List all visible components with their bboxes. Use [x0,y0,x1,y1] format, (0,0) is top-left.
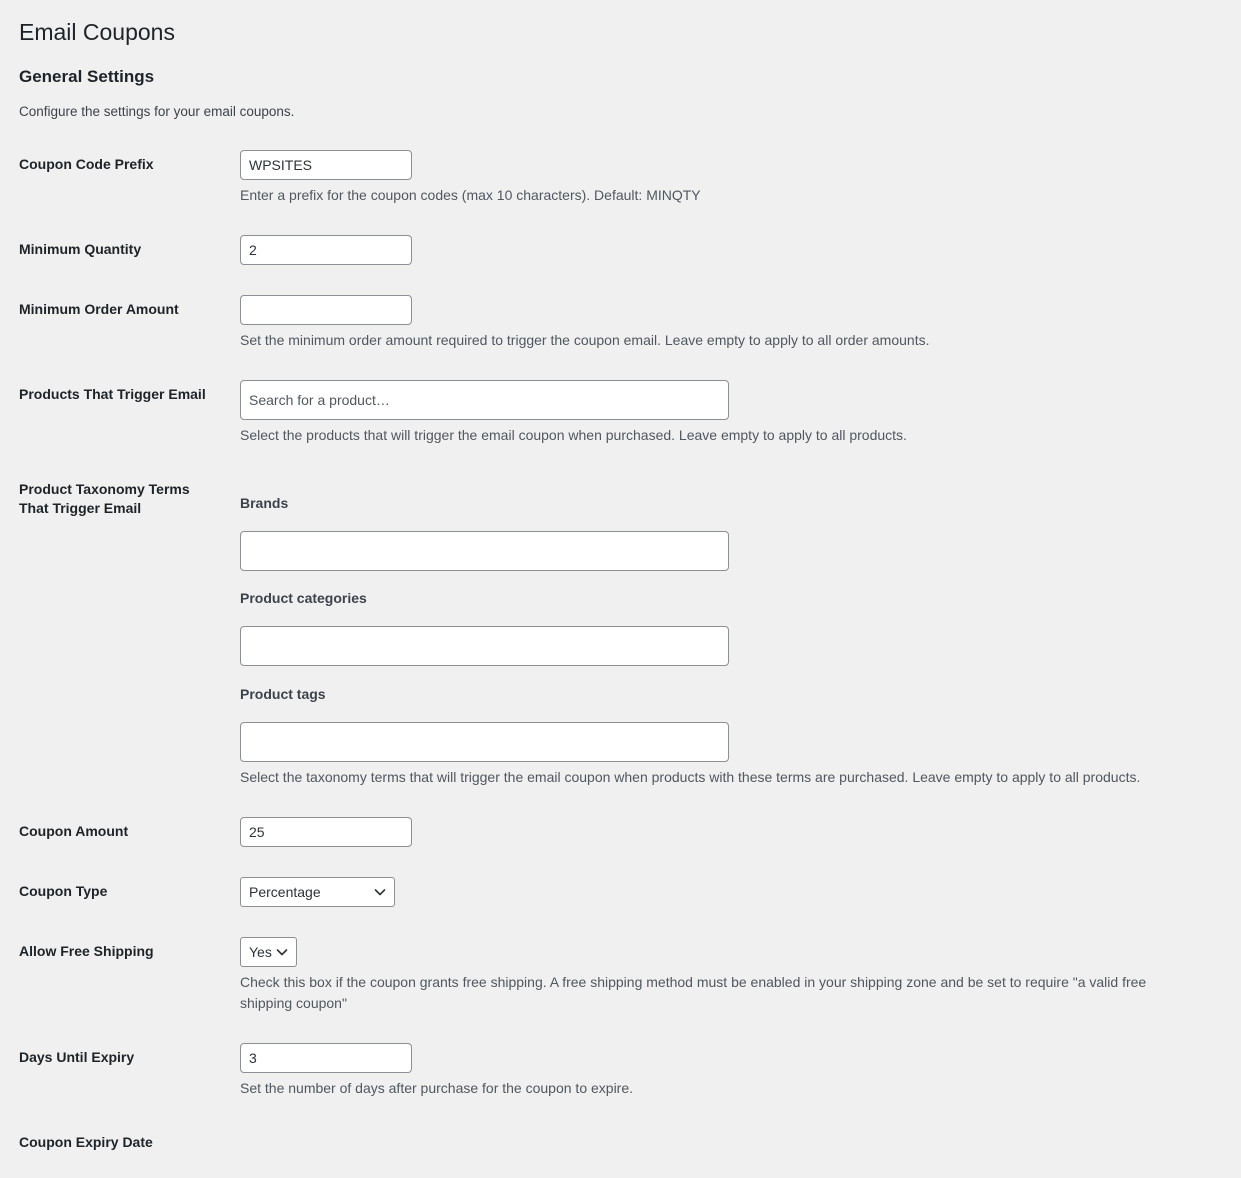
coupon-amount-label: Coupon Amount [19,823,129,839]
days-until-expiry-label: Days Until Expiry [19,1049,135,1065]
product-categories-field-wrap [240,626,729,666]
brands-input[interactable] [240,531,729,571]
minimum-quantity-field-wrap [240,235,412,265]
product-categories-input[interactable] [240,626,729,666]
minimum-quantity-label: Minimum Quantity [19,241,142,257]
taxonomy-terms-description: Select the taxonomy terms that will trigger the email coupon when products with these terms are purchased. Leave empty to apply to all products. [240,769,1141,785]
chevron-down-icon [276,947,288,957]
section-description: Configure the settings for your email coupons. [19,104,295,119]
coupon-expiry-date-label: Coupon Expiry Date [19,1134,153,1150]
coupon-type-selected-value: Percentage [249,884,321,900]
allow-free-shipping-select[interactable] [240,937,297,967]
product-search-input[interactable] [240,380,729,420]
chevron-down-icon [374,887,386,897]
products-trigger-label: Products That Trigger Email [19,386,206,402]
days-until-expiry-field-wrap [240,1043,412,1073]
minimum-order-amount-input[interactable] [240,295,412,325]
allow-free-shipping-label: Allow Free Shipping [19,943,154,959]
coupon-code-prefix-field-wrap [240,150,412,180]
days-until-expiry-description: Set the number of days after purchase for the coupon to expire. [240,1080,634,1096]
minimum-quantity-input[interactable] [240,235,412,265]
coupon-type-select[interactable] [240,877,395,907]
coupon-amount-input[interactable] [240,817,412,847]
minimum-order-amount-field-wrap [240,295,412,325]
product-categories-label: Product categories [240,590,367,606]
taxonomy-terms-label-line2: That Trigger Email [19,500,142,516]
brands-label: Brands [240,495,289,511]
coupon-code-prefix-input[interactable] [240,150,412,180]
taxonomy-terms-label-line1: Product Taxonomy Terms [19,481,190,497]
page-title: Email Coupons [19,19,175,45]
product-tags-field-wrap [240,722,729,762]
coupon-type-label: Coupon Type [19,883,108,899]
coupon-code-prefix-description: Enter a prefix for the coupon codes (max 10 characters). Default: MINQTY [240,187,701,203]
products-trigger-description: Select the products that will trigger the email coupon when purchased. Leave empty to apply to all products. [240,427,907,443]
allow-free-shipping-description: Check this box if the coupon grants free shipping. A free shipping method must be enabled in your shipping zone and be set to require "a valid free shipping coupon" [240,974,1147,1011]
days-until-expiry-input[interactable] [240,1043,412,1073]
allow-free-shipping-selected-value: Yes [249,944,272,960]
coupon-amount-field-wrap [240,817,412,847]
products-trigger-field-wrap [240,380,729,420]
minimum-order-amount-label: Minimum Order Amount [19,301,179,317]
product-tags-label: Product tags [240,686,326,702]
section-title: General Settings [19,67,155,86]
minimum-order-amount-description: Set the minimum order amount required to trigger the coupon email. Leave empty to apply to all order amounts. [240,332,930,348]
product-tags-input[interactable] [240,722,729,762]
brands-field-wrap [240,531,729,571]
taxonomy-terms-label [19,480,224,518]
coupon-code-prefix-label: Coupon Code Prefix [19,156,154,172]
